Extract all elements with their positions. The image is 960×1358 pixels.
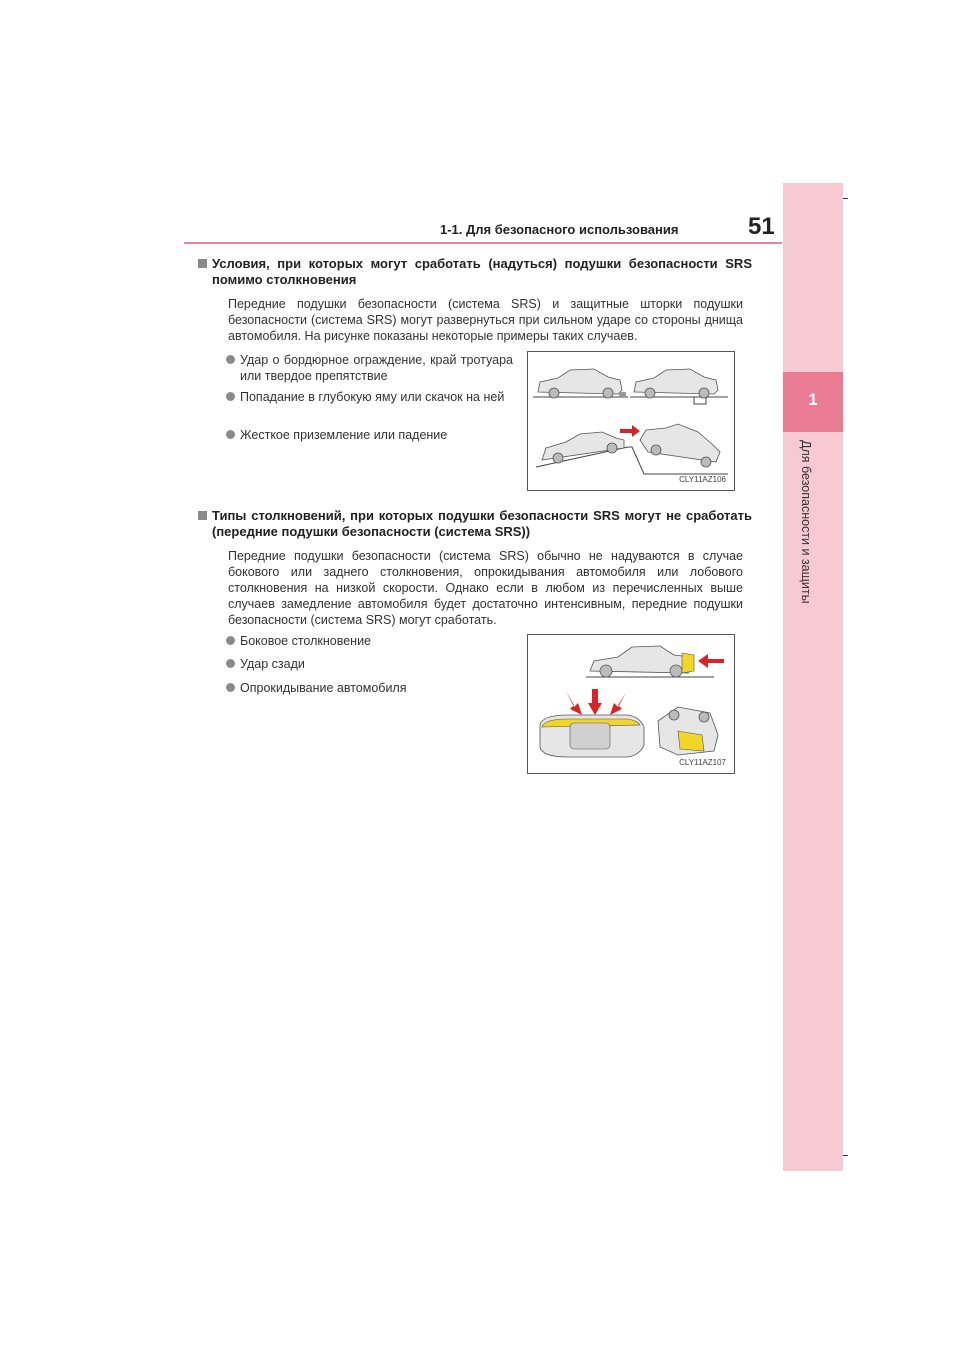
list-item: Удар сзади xyxy=(228,656,498,672)
square-bullet-icon xyxy=(198,259,207,268)
circle-bullet-icon xyxy=(226,392,235,401)
list-item: Опрокидывание автомобиля xyxy=(228,680,498,696)
list-item: Боковое столкновение xyxy=(228,633,498,649)
header-divider xyxy=(184,242,782,244)
page-number: 51 xyxy=(748,213,775,240)
collision-types-illustration xyxy=(528,635,734,773)
list-item: Удар о бордюрное ограждение, край тротуара или твердое препятствие xyxy=(228,352,513,384)
chapter-title: Для безопасности и защиты xyxy=(799,440,813,604)
chapter-number: 1 xyxy=(808,390,818,409)
figure-code: CLY11AZ107 xyxy=(679,758,726,767)
circle-bullet-icon xyxy=(226,683,235,692)
circle-bullet-icon xyxy=(226,355,235,364)
circle-bullet-icon xyxy=(226,659,235,668)
chapter-sidebar xyxy=(783,183,843,1171)
illustration-collision-types xyxy=(527,634,735,774)
list-item: Жесткое приземление или падение xyxy=(228,427,513,443)
illustration-impact-examples xyxy=(527,351,735,491)
list-item: Попадание в глубокую яму или скачок на ней xyxy=(228,389,513,405)
section-paragraph: Передние подушки безопасности (система SRS) и защитные шторки подушки безопасности (система SRS) могут развернуться при сильном ударе со стороны днища автомобиля. На рисунке показаны некоторые примеры таких случаев. xyxy=(228,297,743,343)
square-bullet-icon xyxy=(198,511,207,520)
section-header-title: 1-1. Для безопасного использования xyxy=(440,222,679,237)
circle-bullet-icon xyxy=(226,636,235,645)
section-paragraph: Передние подушки безопасности (система SRS) обычно не надуваются в случае бокового или заднего столкновения, опрокидывания автомобиля или лобового столкновения на низкой скорости. Однако если в любом из перечисленных выше случаев замедление автомобиля будет достаточно интенсивным, передние подушки безопасности (система SRS) могут сработать. xyxy=(228,549,743,627)
section-heading: Типы столкновений, при которых подушки безопасности SRS могут не сработать (передние подушки безопасности (система SRS)) xyxy=(212,508,752,540)
section-heading: Условия, при которых могут сработать (надуться) подушки безопасности SRS помимо столкновения xyxy=(212,256,752,288)
car-impacts-illustration xyxy=(528,352,734,490)
circle-bullet-icon xyxy=(226,430,235,439)
figure-code: CLY11AZ106 xyxy=(679,475,726,484)
